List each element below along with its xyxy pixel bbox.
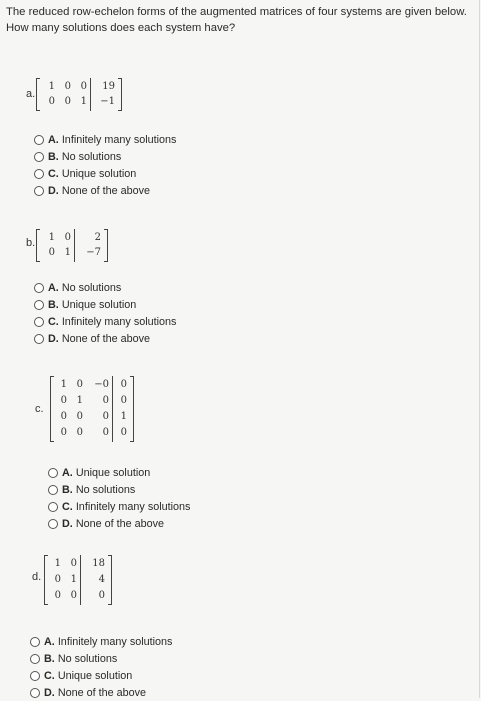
augmented-column	[112, 376, 130, 442]
radio-button[interactable]	[34, 317, 44, 327]
option-a-C[interactable]: C. Unique solution	[34, 165, 176, 182]
matrix-cell: 0	[60, 410, 67, 422]
matrix-cell: 0	[70, 589, 77, 601]
matrix-cell: 0	[48, 247, 55, 258]
option-c-D[interactable]: D. None of the above	[48, 515, 190, 532]
radio-button[interactable]	[34, 283, 44, 293]
option-b-C[interactable]: C. Infinitely many solutions	[34, 313, 176, 330]
matrix-cell: 0	[76, 378, 83, 390]
matrix-cell: 0	[60, 394, 67, 406]
option-a-D[interactable]: D. None of the above	[34, 182, 176, 199]
option-d-C[interactable]: C. Unique solution	[30, 667, 172, 684]
matrix-cell: 0	[76, 410, 83, 422]
matrix-cell: 18	[92, 557, 105, 569]
radio-button[interactable]	[34, 300, 44, 310]
system-d-label: d.	[32, 571, 42, 583]
matrix-cell: 1	[48, 80, 55, 92]
matrix-cell: 1	[80, 96, 87, 107]
option-b-D[interactable]: D. None of the above	[34, 330, 176, 347]
matrix-cell: 0	[70, 557, 77, 569]
matrix-cell: 0	[48, 96, 55, 107]
radio-button[interactable]	[48, 502, 58, 512]
matrix-cell: 1	[70, 573, 77, 585]
matrix-cell: 0	[120, 394, 127, 406]
radio-button[interactable]	[34, 152, 44, 162]
radio-button[interactable]	[34, 135, 44, 145]
matrix-cell: 0	[60, 426, 67, 438]
option-a-B[interactable]: B. No solutions	[34, 148, 176, 165]
matrix-cell: −1	[100, 96, 115, 107]
system-d-options	[30, 633, 172, 701]
system-c-options	[48, 464, 190, 532]
system-c-matrix	[50, 376, 134, 442]
radio-button[interactable]	[48, 485, 58, 495]
matrix-cell: −7	[86, 247, 101, 258]
matrix-cell: 0	[102, 410, 109, 422]
option-c-C[interactable]: C. Infinitely many solutions	[48, 498, 190, 515]
radio-button[interactable]	[30, 688, 40, 698]
matrix-cell: 4	[98, 573, 105, 585]
matrix-bracket-right	[104, 229, 108, 262]
matrix-cell: −0	[94, 378, 109, 390]
radio-button[interactable]	[30, 637, 40, 647]
option-d-B[interactable]: B. No solutions	[30, 650, 172, 667]
radio-button[interactable]	[34, 186, 44, 196]
system-d-matrix	[44, 555, 112, 605]
matrix-cell: 0	[76, 426, 83, 438]
radio-button[interactable]	[48, 468, 58, 478]
matrix-cell: 0	[54, 589, 61, 601]
system-a-options	[34, 131, 176, 199]
system-b-label: b.	[26, 237, 36, 249]
system-b-matrix	[36, 229, 108, 262]
matrix-cell: 1	[76, 394, 83, 406]
system-a-matrix	[36, 78, 122, 111]
matrix-cell: 0	[120, 378, 127, 390]
option-d-A[interactable]: A. Infinitely many solutions	[30, 633, 172, 650]
matrix-cell: 0	[120, 426, 127, 438]
matrix-cell: 1	[120, 410, 127, 422]
augmented-column	[74, 229, 104, 262]
matrix-cell: 0	[98, 589, 105, 601]
option-b-A[interactable]: A. No solutions	[34, 279, 176, 296]
option-d-D[interactable]: D. None of the above	[30, 684, 172, 701]
option-c-A[interactable]: A. Unique solution	[48, 464, 190, 481]
augmented-column	[80, 555, 108, 605]
augmented-column	[90, 78, 118, 111]
radio-button[interactable]	[34, 169, 44, 179]
radio-button[interactable]	[30, 671, 40, 681]
system-b-options	[34, 279, 176, 347]
matrix-cell: 1	[60, 378, 67, 390]
radio-button[interactable]	[48, 519, 58, 529]
matrix-cell: 0	[54, 573, 61, 585]
matrix-cell: 0	[64, 80, 71, 92]
radio-button[interactable]	[30, 654, 40, 664]
matrix-bracket-right	[130, 376, 134, 442]
matrix-cell: 0	[80, 80, 87, 92]
option-c-B[interactable]: B. No solutions	[48, 481, 190, 498]
option-a-A[interactable]: A. Infinitely many solutions	[34, 131, 176, 148]
matrix-bracket-right	[108, 555, 112, 605]
matrix-cell: 0	[64, 96, 71, 107]
system-a-label: a.	[26, 88, 36, 100]
question-text: The reduced row-echelon forms of the augmented matrices of four systems are given below. How many solutions does each system have?	[6, 6, 467, 34]
matrix-cell: 19	[102, 80, 115, 92]
matrix-cell: 1	[48, 231, 55, 243]
matrix-cell: 1	[54, 557, 61, 569]
matrix-bracket-right	[118, 78, 122, 111]
matrix-cell: 2	[94, 231, 101, 243]
matrix-cell: 1	[64, 247, 71, 258]
matrix-cell: 0	[64, 231, 71, 243]
matrix-cell: 0	[102, 426, 109, 438]
system-c-label: c.	[35, 403, 44, 415]
radio-button[interactable]	[34, 334, 44, 344]
option-b-B[interactable]: B. Unique solution	[34, 296, 176, 313]
matrix-cell: 0	[102, 394, 109, 406]
